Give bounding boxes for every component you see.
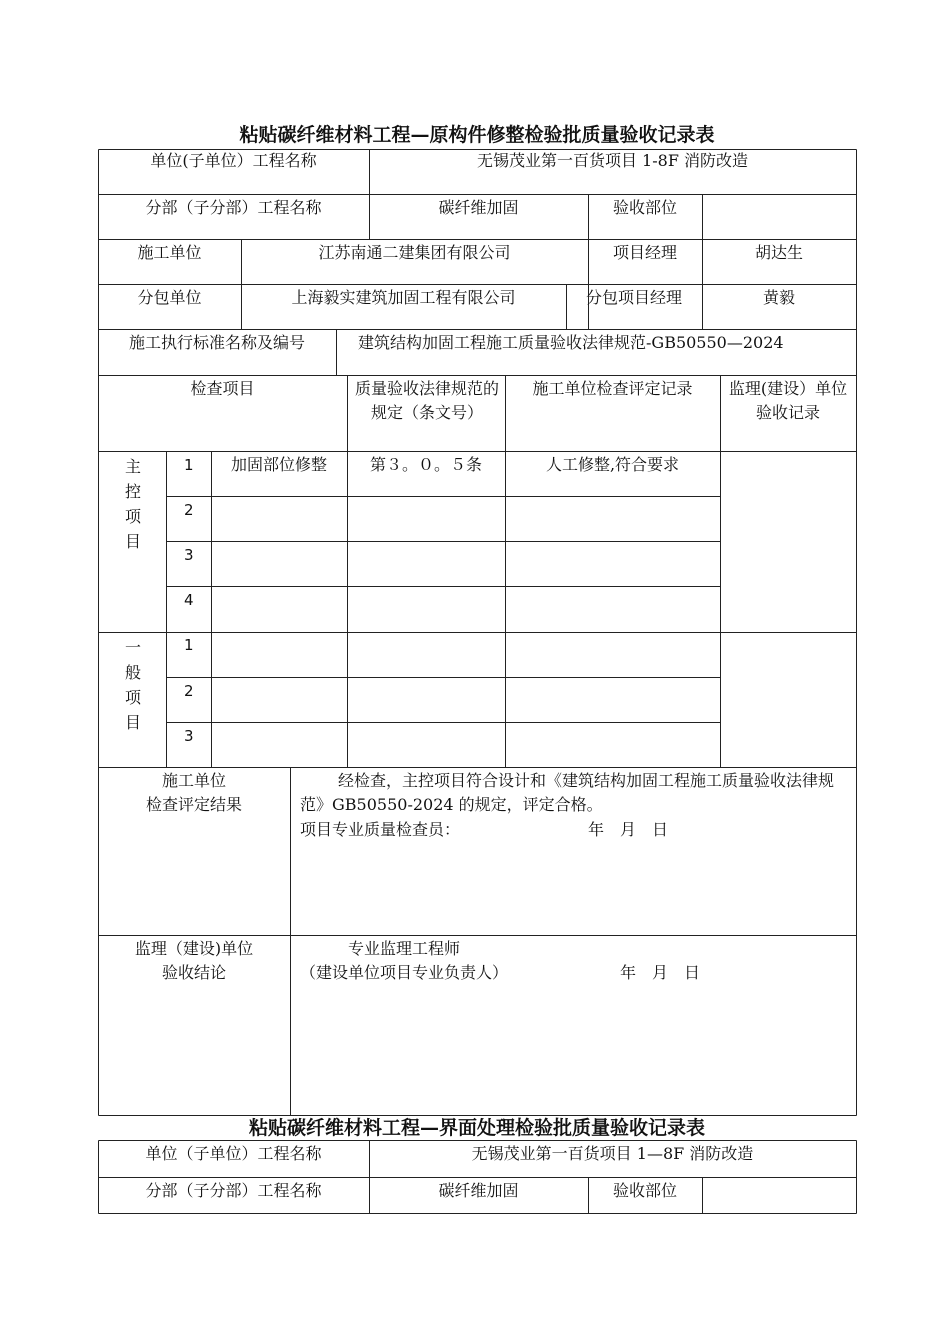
sub-project-manager-value: 黄毅 <box>762 288 795 307</box>
form2-unit-project-label: 单位（子单位）工程名称 <box>145 1144 322 1163</box>
main-row-item: 加固部位修整 <box>230 455 327 474</box>
main-control-label: 主控项目 <box>124 457 141 551</box>
main-row-no: 2 <box>184 501 194 519</box>
main-row-no: 3 <box>184 546 194 564</box>
supervisor-record-header: 监理(建设）单位验收记录 <box>728 379 848 422</box>
result-label-line1: 施工单位 <box>161 771 226 790</box>
contractor-record-header: 施工单位检查评定记录 <box>532 379 693 398</box>
result-text: 经检查，主控项目符合设计和《建筑结构加固工程施工质量验收法律规范》GB50550-2024 的规定，评定合格。 <box>300 771 835 814</box>
unit-project-value: 无锡茂业第一百货项目 1-8F 消防改造 <box>476 151 749 170</box>
main-row-no: 1 <box>184 456 194 474</box>
inspector-date: 年 月 日 <box>588 820 669 839</box>
project-manager-label: 项目经理 <box>612 243 677 262</box>
sub-project-value: 碳纤维加固 <box>438 198 519 217</box>
spec-header: 质量验收法律规范的规定（条文号） <box>355 379 500 422</box>
form2-unit-project-value: 无锡茂业第一百货项目 1—8F 消防改造 <box>471 1144 754 1163</box>
form2-title: 粘贴碳纤维材料工程—界面处理检验批质量验收记录表 <box>248 1117 705 1139</box>
supervisor-engineer-label: 专业监理工程师 <box>348 939 461 958</box>
sub-project-manager-label: 分包项目经理 <box>585 288 682 307</box>
standard-value: 建筑结构加固工程施工质量验收法律规范-GB50550—2024 <box>358 333 784 352</box>
main-row-record: 人工修整,符合要求 <box>545 455 680 474</box>
subcontractor-label: 分包单位 <box>137 288 202 307</box>
check-items-header: 检查项目 <box>190 379 255 398</box>
unit-project-label: 单位(子单位）工程名称 <box>150 151 317 170</box>
project-manager-value: 胡达生 <box>754 243 803 262</box>
conclusion-label-line2: 验收结论 <box>161 963 226 982</box>
acceptance-part-label: 验收部位 <box>612 198 677 217</box>
conclusion-label-line1: 监理（建设)单位 <box>134 939 254 958</box>
general-row-no: 1 <box>184 636 194 654</box>
form2-sub-project-value: 碳纤维加固 <box>438 1181 519 1200</box>
owner-representative-label: （建设单位项目专业负责人） <box>300 963 509 982</box>
sub-project-label: 分部（子分部）工程名称 <box>145 198 322 217</box>
form1-title: 粘贴碳纤维材料工程—原构件修整检验批质量验收记录表 <box>239 124 715 146</box>
general-items-label: 一般项目 <box>124 638 141 732</box>
standard-label: 施工执行标准名称及编号 <box>128 333 305 352</box>
form2-sub-project-label: 分部（子分部）工程名称 <box>145 1181 322 1200</box>
form2-acceptance-part-label: 验收部位 <box>612 1181 677 1200</box>
general-row-no: 3 <box>184 727 194 745</box>
inspector-label: 项目专业质量检查员： <box>300 820 461 839</box>
result-label-line2: 检查评定结果 <box>145 795 242 814</box>
conclusion-date: 年 月 日 <box>620 963 701 982</box>
contractor-value: 江苏南通二建集团有限公司 <box>318 243 511 262</box>
main-row-no: 4 <box>184 591 194 609</box>
subcontractor-value: 上海毅实建筑加固工程有限公司 <box>291 288 516 307</box>
main-row-spec: 第３。０。５条 <box>369 455 482 474</box>
general-row-no: 2 <box>184 682 194 700</box>
contractor-label: 施工单位 <box>137 243 202 262</box>
